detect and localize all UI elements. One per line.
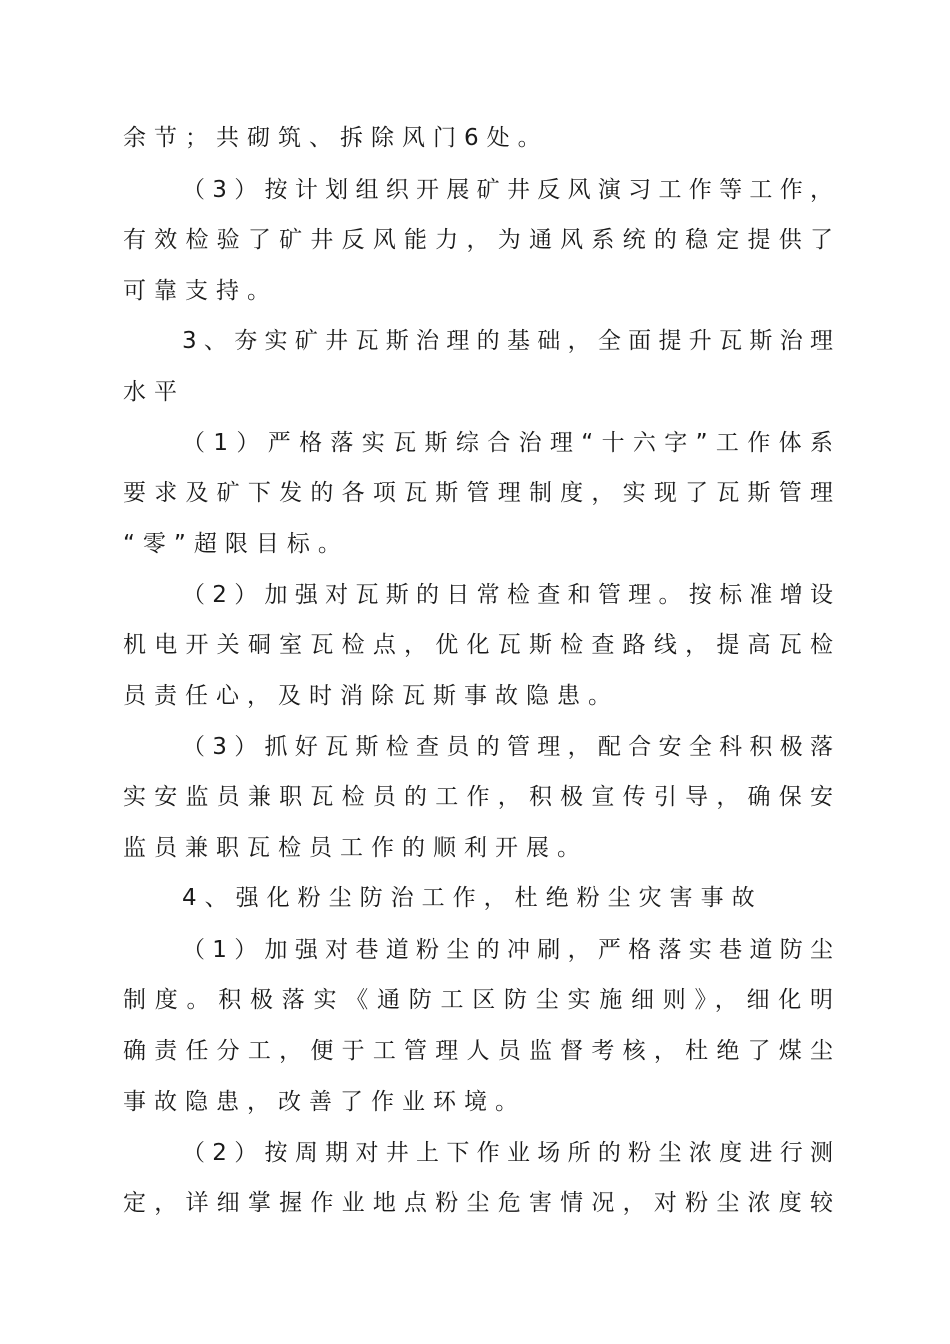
text-line: 确责任分工，便于工管理人员监督考核，杜绝了煤尘 bbox=[123, 1038, 833, 1064]
text-line: 定，详细掌握作业地点粉尘危害情况，对粉尘浓度较 bbox=[123, 1190, 833, 1216]
text-line: （3）抓好瓦斯检查员的管理，配合安全科积极落 bbox=[182, 734, 833, 760]
text-line: （1）严格落实瓦斯综合治理“十六字”工作体系 bbox=[182, 430, 833, 456]
section-heading: 3、夯实矿井瓦斯治理的基础，全面提升瓦斯治理 bbox=[182, 328, 833, 354]
text-line: 要求及矿下发的各项瓦斯管理制度，实现了瓦斯管理 bbox=[123, 480, 833, 506]
text-line: 有效检验了矿井反风能力，为通风系统的稳定提供了 bbox=[123, 227, 833, 253]
text-line: 事故隐患，改善了作业环境。 bbox=[123, 1089, 526, 1115]
section-heading-continuation: 水平 bbox=[123, 379, 185, 405]
text-line: “零”超限目标。 bbox=[123, 531, 349, 557]
text-line: （2）加强对瓦斯的日常检查和管理。按标准增设 bbox=[182, 582, 833, 608]
text-line: 余节；共砌筑、拆除风门6处。 bbox=[123, 125, 549, 151]
section-heading: 4、强化粉尘防治工作，杜绝粉尘灾害事故 bbox=[182, 885, 763, 911]
text-line: 机电开关硐室瓦检点，优化瓦斯检查路线，提高瓦检 bbox=[123, 632, 833, 658]
text-line: （2）按周期对井上下作业场所的粉尘浓度进行测 bbox=[182, 1140, 833, 1166]
text-line: （3）按计划组织开展矿井反风演习工作等工作， bbox=[182, 177, 833, 203]
text-line: 制度。积极落实《通防工区防尘实施细则》，细化明 bbox=[123, 987, 833, 1013]
text-line: 可靠支持。 bbox=[123, 278, 278, 304]
text-line: 监员兼职瓦检员工作的顺利开展。 bbox=[123, 835, 588, 861]
text-line: 员责任心，及时消除瓦斯事故隐患。 bbox=[123, 683, 619, 709]
text-line: 实安监员兼职瓦检员的工作，积极宣传引导，确保安 bbox=[123, 784, 833, 810]
text-line: （1）加强对巷道粉尘的冲刷，严格落实巷道防尘 bbox=[182, 937, 833, 963]
